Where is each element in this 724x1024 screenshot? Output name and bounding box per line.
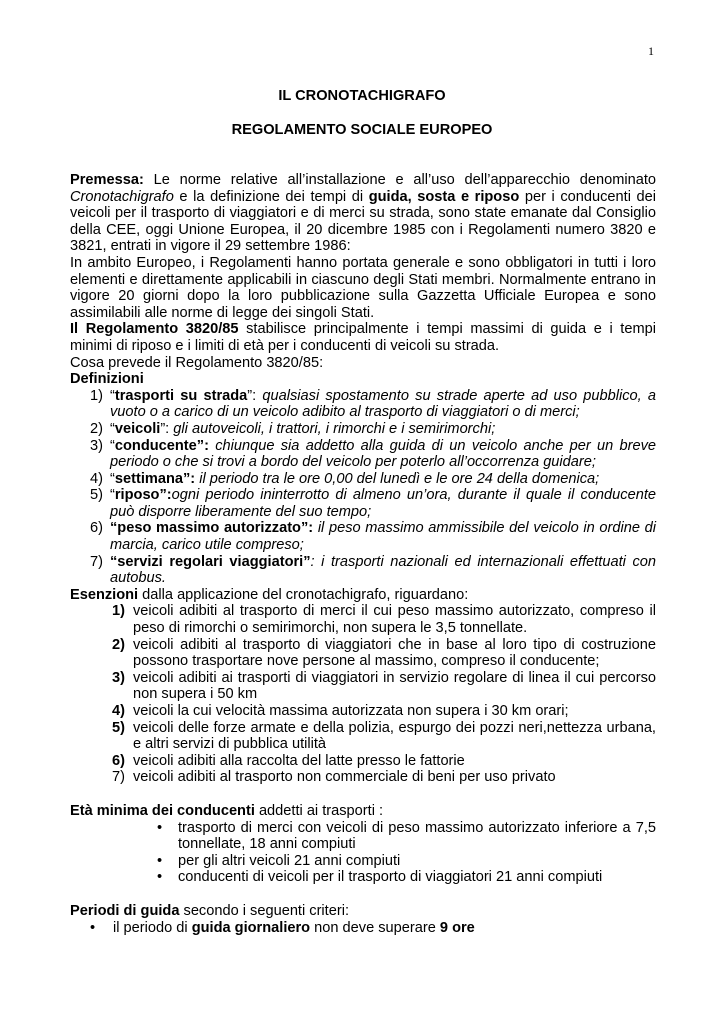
list-item: [70, 720, 656, 753]
spacer: [70, 886, 656, 903]
item-number: 6): [90, 520, 103, 537]
device-name: Cronotachigrafo: [70, 188, 174, 205]
esenzioni-intro: [70, 587, 656, 604]
item-number: 4): [90, 470, 103, 487]
ambito-paragraph: In ambito Europeo, i Regolamenti hanno portata generale e sono obbligatori in tutti i loro elementi e direttamente applicabili in ciascuno degli Stati membri. Normalmente entrano in vigore 20 giorni dopo la loro pubblicazione sulla Gazzetta Ufficiale Europea e sono assimilabili alle norme di legge dei singoli Stati.: [70, 254, 656, 321]
list-item: [70, 388, 656, 421]
premessa-text: Le norme relative all’installazione e all’uso dell’apparecchio denominato: [143, 172, 656, 188]
definizioni-label: Definizioni: [70, 371, 144, 388]
item-bold: 9 ore: [439, 919, 475, 936]
list-item: [70, 703, 656, 720]
definition: qualsiasi spostamento su strade aperte ad uso pubblico, a vuoto o a carico di un veicolo adibito al trasporto di viaggiatori o di merci;: [110, 387, 656, 421]
item-number: 3): [90, 437, 103, 454]
list-item: [70, 637, 656, 670]
item-number: 1): [90, 387, 103, 404]
list-item: [70, 753, 656, 770]
list-item: [70, 603, 656, 636]
document-title: IL CRONOTACHIGRAFO: [278, 88, 446, 104]
document-body: [70, 172, 656, 936]
quote: “: [110, 437, 115, 454]
term: “peso massimo autorizzato”:: [110, 520, 314, 537]
list-item: [70, 853, 656, 870]
regolamento-label: Il Regolamento 3820/85: [70, 321, 239, 338]
list-item: [70, 471, 656, 488]
definizioni-heading: [70, 371, 656, 388]
bullet-icon: •: [157, 819, 163, 836]
item-number: 5): [90, 487, 103, 504]
term: “servizi regolari viaggiatori”: [110, 553, 311, 570]
premessa-bold: guida, sosta e riposo: [368, 188, 520, 205]
list-item: [70, 487, 656, 520]
premessa-text: per i conducenti dei veicoli per il trasporto di viaggiatori e di merci su strada, sono state emanate dal Consiglio della CEE, oggi Unione Europea, il 20 dicembre 1985 con i Regolamenti numero 3820 e 3821, entrati in vigore il 29 settembre 1986:: [70, 188, 656, 255]
periodi-heading: Periodi di guida: [70, 902, 180, 919]
list-item: [70, 438, 656, 471]
term-sep: ”:: [160, 420, 174, 437]
term: trasporti su strada: [114, 387, 248, 404]
list-item: [70, 670, 656, 703]
item-bold: guida giornaliero: [191, 919, 311, 936]
premessa-text: e la definizione dei tempi di: [173, 188, 369, 205]
term-sep: ”:: [247, 387, 263, 404]
list-item: [70, 869, 656, 886]
item-text: veicoli adibiti al trasporto non commerciale di beni per uso privato: [133, 769, 556, 786]
term: conducente”:: [114, 437, 209, 454]
document-subtitle: REGOLAMENTO SOCIALE EUROPEO: [231, 122, 493, 138]
item-text: veicoli la cui velocità massima autorizzata non supera i 30 km orari;: [133, 703, 569, 719]
item-text: veicoli delle forze armate e della polizia, espurgo dei pozzi neri,nettezza urbana, e altri servizi di pubblica utilità: [133, 719, 656, 753]
item-number: 6): [112, 752, 125, 769]
definition: chiunque sia addetto alla guida di un veicolo anche per un breve periodo o che si trovi a bordo del veicolo per poterlo all’occorrenza guidare;: [110, 437, 656, 471]
list-item: [70, 520, 656, 553]
page-number: 1: [648, 44, 654, 58]
definizioni-list: [70, 388, 656, 587]
item-text: per gli altri veicoli 21 anni compiuti: [178, 852, 401, 869]
eta-heading: Età minima dei conducenti: [70, 802, 255, 819]
term: settimana”:: [114, 470, 196, 487]
prevede-line: Cosa prevede il Regolamento 3820/85:: [70, 354, 324, 371]
quote: “: [110, 470, 115, 487]
quote: “: [110, 487, 115, 504]
periodi-list: [70, 920, 656, 937]
item-text: veicoli adibiti al trasporto di merci il cui peso massimo autorizzato, compreso il peso di rimorchi o semirimorchi, non supera le 3,5 tonnellate.: [133, 603, 656, 637]
definition: il peso massimo ammissibile del veicolo in ordine di marcia, carico utile compreso;: [110, 520, 657, 554]
list-item: [70, 920, 656, 937]
term: veicoli: [114, 420, 161, 437]
item-number: 4): [112, 703, 125, 719]
bullet-icon: •: [157, 869, 163, 886]
eta-intro: [70, 803, 656, 820]
regolamento-text: stabilisce principalmente i tempi massimi di guida e i tempi minimi di riposo e i limiti di età per i conducenti di veicoli su strada.: [70, 321, 656, 354]
item-text: il periodo di: [113, 919, 192, 936]
premessa-label: Premessa:: [70, 172, 144, 188]
bullet-icon: •: [157, 852, 163, 869]
item-number: 2): [90, 420, 103, 437]
bullet-icon: •: [90, 919, 96, 936]
item-number: 1): [112, 603, 125, 620]
item-text: veicoli adibiti alla raccolta del latte presso le fattorie: [133, 752, 465, 769]
definition: il periodo tra le ore 0,00 del lunedì e le ore 24 della domenica;: [199, 470, 600, 487]
item-text: veicoli adibiti ai trasporti di viaggiatori in servizio regolare di linea il cui percorso non supera i 50 km: [133, 669, 656, 703]
esenzioni-intro-text: dalla applicazione del cronotachigrafo, riguardano:: [138, 586, 469, 603]
item-number: 7): [112, 769, 125, 786]
list-item: [70, 421, 656, 438]
list-item: [70, 820, 656, 853]
quote: “: [110, 420, 115, 437]
item-text: conducenti di veicoli per il trasporto di viaggiatori 21 anni compiuti: [178, 869, 603, 886]
item-number: 2): [112, 636, 125, 653]
esenzioni-heading: Esenzioni: [70, 586, 139, 603]
quote: “: [110, 387, 115, 404]
item-text: veicoli adibiti al trasporto di viaggiatori che in base al loro tipo di costruzione possono trasportare nove persone al massimo, compreso il conducente;: [133, 636, 656, 670]
list-item: [70, 554, 656, 587]
item-number: 3): [112, 669, 125, 686]
periodi-intro: [70, 903, 656, 920]
premessa-paragraph: [70, 172, 656, 255]
term: riposo”:: [114, 487, 172, 504]
eta-list: [70, 820, 656, 886]
item-text: non deve superare: [310, 919, 440, 936]
definition: ogni periodo ininterrotto di almeno un’ora, durante il quale il conducente può disporre liberamente del suo tempo;: [110, 487, 656, 520]
item-number: 7): [90, 553, 103, 570]
list-item: [70, 769, 656, 786]
eta-intro-text: addetti ai trasporti :: [254, 802, 384, 819]
spacer: [70, 786, 656, 803]
regolamento-paragraph: [70, 321, 656, 354]
definition: gli autoveicoli, i trattori, i rimorchi e i semirimorchi;: [173, 420, 496, 437]
periodi-intro-text: secondo i seguenti criteri:: [179, 902, 350, 919]
esenzioni-list: [70, 603, 656, 786]
item-text: trasporto di merci con veicoli di peso massimo autorizzato inferiore a 7,5 tonnellate, 18 anni compiuti: [178, 819, 656, 853]
definition: : i trasporti nazionali ed internazionali effettuati con autobus.: [110, 553, 656, 587]
item-number: 5): [112, 719, 125, 736]
